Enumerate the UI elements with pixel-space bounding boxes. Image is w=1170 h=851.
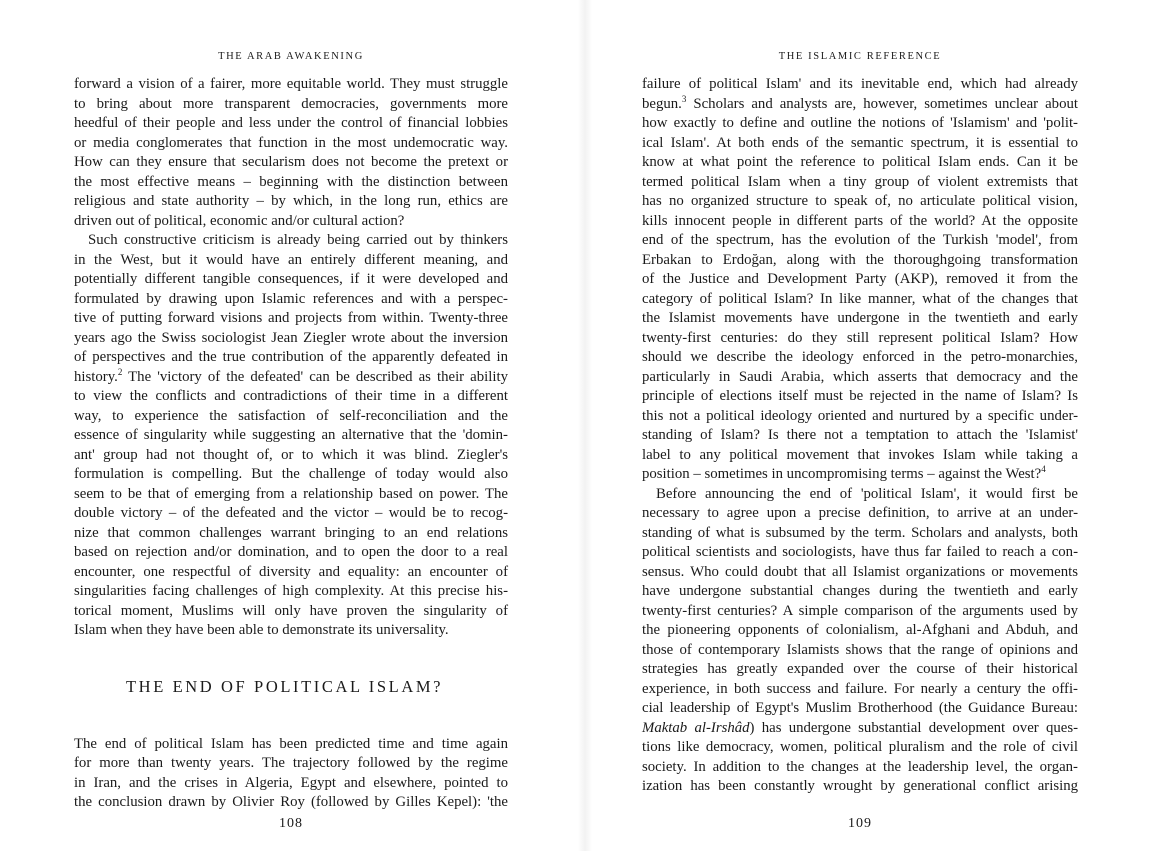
text-line: strategies has greatly expanded over the course of their historical bbox=[642, 661, 1078, 677]
text-line: cial leadership of Egypt's Muslim Brotherhood (the Guidance Bureau: bbox=[642, 700, 1078, 716]
text-line bbox=[642, 719, 1078, 739]
text-line: standing of what is subsumed by the term. Scholars and analysts, both bbox=[642, 524, 1078, 541]
book-gutter bbox=[578, 0, 592, 851]
text-line: in Iran, and the crises in Algeria, Egypt and elsewhere, pointed to bbox=[74, 774, 508, 791]
text-line: years ago the Swiss sociologist Jean Ziegler wrote about the inversion bbox=[74, 329, 508, 346]
text-line: of the Justice and Development Party (AKP), removed it from the bbox=[642, 271, 1078, 287]
right-page-body bbox=[642, 75, 1078, 797]
text-line: seem to be that of emerging from a relationship based on power. The bbox=[74, 485, 508, 502]
running-head: THE ISLAMIC REFERENCE bbox=[778, 51, 942, 62]
text-line: principle of elections itself must be rejected in the name of Islam? Is bbox=[642, 388, 1078, 404]
right-page bbox=[642, 0, 1078, 851]
text-line: label to any political movement that invokes Islam while taking a bbox=[642, 446, 1078, 463]
text-line: Before announcing the end of 'political Islam', it would first be bbox=[656, 485, 1078, 502]
text-line: end of the spectrum, has the evolution of the Turkish 'model', from bbox=[642, 232, 1078, 248]
text-line: or media conglomerates that function in the most undemocratic way. bbox=[74, 134, 508, 151]
text-line: for more than twenty years. The trajectory followed by the regime bbox=[74, 755, 508, 771]
footnote-marker[interactable]: 4 bbox=[1041, 464, 1046, 475]
text-line bbox=[642, 95, 1078, 115]
text-line: in the West, but it would have an entirely different meaning, and bbox=[74, 251, 508, 268]
text-line: the most effective means – beginning with the distinction between bbox=[74, 173, 508, 190]
text-line: ical Islam'. At both ends of the semantic spectrum, it is essential to bbox=[642, 134, 1078, 151]
paragraph bbox=[642, 485, 1078, 797]
text-line: has no organized structure to speak of, no articulate political vision, bbox=[642, 193, 1078, 209]
text-line: Erbakan to Erdoğan, along with the thoroughgoing transformation bbox=[642, 251, 1078, 268]
text-line: have undergone substantial changes during the twentieth and early bbox=[642, 583, 1078, 599]
text-line: twenty-first centuries? A simple comparison of the arguments used by bbox=[642, 602, 1078, 619]
running-head: THE ARAB AWAKENING bbox=[218, 51, 364, 62]
text-line: should we describe the ideology enforced in the petro-monarchies, bbox=[642, 349, 1078, 365]
text-line: religious and state authority – by which, in the long run, ethics are bbox=[74, 193, 508, 209]
paragraph bbox=[74, 231, 508, 641]
text-line: the conclusion drawn by Olivier Roy (followed by Gilles Kepel): 'the bbox=[74, 794, 508, 810]
italic-term: Maktab al-Irshâd bbox=[642, 719, 750, 736]
text-line: of perspectives and the true contribution of the apparently defeated in bbox=[74, 349, 508, 365]
text-span: history. bbox=[74, 368, 118, 385]
text-line bbox=[642, 465, 1078, 485]
text-line: necessary to agree upon a precise definition, to arrive at an under- bbox=[642, 505, 1078, 521]
paragraph bbox=[642, 75, 1078, 485]
text-line: tions like democracy, women, political pluralism and the role of civil bbox=[642, 739, 1078, 755]
footnote-marker[interactable]: 3 bbox=[681, 93, 687, 104]
text-line: ant' group had not thought of, or to which it was blind. Ziegler's bbox=[74, 446, 508, 463]
text-line: The end of political Islam has been predicted time and time again bbox=[74, 735, 508, 752]
text-line: this not a political ideology oriented and nurtured by a specific under- bbox=[642, 407, 1078, 424]
text-line: experience, in both success and failure. For nearly a century the offi- bbox=[642, 680, 1078, 697]
text-line: formulation is compelling. But the challenge of today would also bbox=[74, 466, 508, 482]
text-line: how exactly to define and outline the notions of 'Islamism' and 'polit- bbox=[642, 115, 1078, 131]
text-line: driven out of political, economic and/or cultural action? bbox=[74, 212, 405, 229]
section-heading: THE END OF POLITICAL ISLAM? bbox=[126, 676, 444, 696]
text-line: category of political Islam? In like manner, what of the changes that bbox=[642, 290, 1078, 307]
text-line: failure of political Islam' and its inevitable end, which had already bbox=[642, 76, 1078, 92]
text-line: formulated by drawing upon Islamic references and with a perspec- bbox=[74, 290, 508, 307]
text-line: Such constructive criticism is already being carried out by thinkers bbox=[88, 232, 508, 248]
text-line: kills innocent people in different parts of the world? At the opposite bbox=[642, 212, 1078, 229]
text-line: sensus. Who could doubt that all Islamist organizations or movements bbox=[642, 563, 1078, 580]
text-line: those of contemporary Islamists shows that the range of opinions and bbox=[642, 641, 1078, 658]
text-line: political scientists and sociologists, have thus far failed to reach a con- bbox=[642, 544, 1078, 560]
text-line: double victory – of the defeated and the victor – would be to recog- bbox=[74, 505, 508, 521]
text-span: begun. bbox=[642, 95, 682, 112]
text-line: twenty-first centuries: do they still represent political Islam? How bbox=[642, 329, 1078, 346]
text-line: torical moment, Muslims will only have proven the singularity of bbox=[74, 602, 508, 619]
text-line: heedful of their people and less under the control of financial lobbies bbox=[74, 115, 508, 131]
footnote-marker[interactable]: 2 bbox=[117, 366, 123, 377]
text-line: the pioneering opponents of colonialism, al-Afghani and Abduh, and bbox=[642, 622, 1078, 638]
left-page-body bbox=[74, 75, 508, 813]
text-line: encounter, one respectful of diversity and equality: an encounter of bbox=[74, 563, 508, 580]
text-line: the Islamist movements have undergone in the twentieth and early bbox=[642, 310, 1078, 326]
text-line: based on rejection and/or domination, and to open the door to a real bbox=[74, 544, 508, 560]
text-line: society. In addition to the changes at the leadership level, the organ- bbox=[642, 758, 1078, 775]
text-line: know at what point the reference to political Islam ends. Can it be bbox=[642, 154, 1078, 170]
text-line: singularities facing challenges of high complexity. At this precise his- bbox=[74, 583, 508, 599]
left-page bbox=[74, 0, 508, 851]
text-line: forward a vision of a fairer, more equitable world. They must struggle bbox=[74, 76, 508, 92]
text-line: ization has been constantly wrought by generational conflict arising bbox=[642, 778, 1078, 794]
page-number: 109 bbox=[848, 816, 872, 831]
text-line: tive of putting forward visions and projects from within. Twenty-three bbox=[74, 310, 508, 326]
paragraph bbox=[74, 75, 508, 231]
text-line: standing of Islam? Is there not a temptation to attach the 'Islamist' bbox=[642, 427, 1078, 443]
text-span: The 'victory of the defeated' can be described as their ability bbox=[122, 368, 508, 385]
text-line: to view the conflicts and contradictions of their time in a different bbox=[74, 388, 508, 404]
text-line: to bring about more transparent democracies, governments more bbox=[74, 95, 508, 112]
text-span: Scholars and analysts are, however, sometimes unclear about bbox=[686, 95, 1078, 112]
text-line: nize that common challenges warrant bringing to an end relations bbox=[74, 524, 508, 541]
text-line: essence of singularity while suggesting an alternative that the 'domin- bbox=[74, 427, 508, 443]
text-span: position – sometimes in uncompromising terms – against the West? bbox=[642, 466, 1042, 482]
text-line: How can they ensure that secularism does not become the pretext or bbox=[74, 154, 508, 170]
text-line: potentially different tangible consequences, if it were developed and bbox=[74, 271, 508, 287]
text-line: termed political Islam when a tiny group of violent extremists that bbox=[642, 173, 1078, 190]
text-span: ) has undergone substantial development over ques- bbox=[749, 719, 1079, 736]
text-line: way, to experience the satisfaction of self-reconciliation and the bbox=[74, 407, 508, 424]
paragraph bbox=[74, 735, 508, 813]
text-line bbox=[74, 368, 508, 388]
text-line: Islam when they have been able to demonstrate its universality. bbox=[74, 622, 449, 638]
page-number: 108 bbox=[279, 816, 303, 831]
text-line: particularly in Saudi Arabia, which asserts that democracy and the bbox=[642, 368, 1078, 385]
